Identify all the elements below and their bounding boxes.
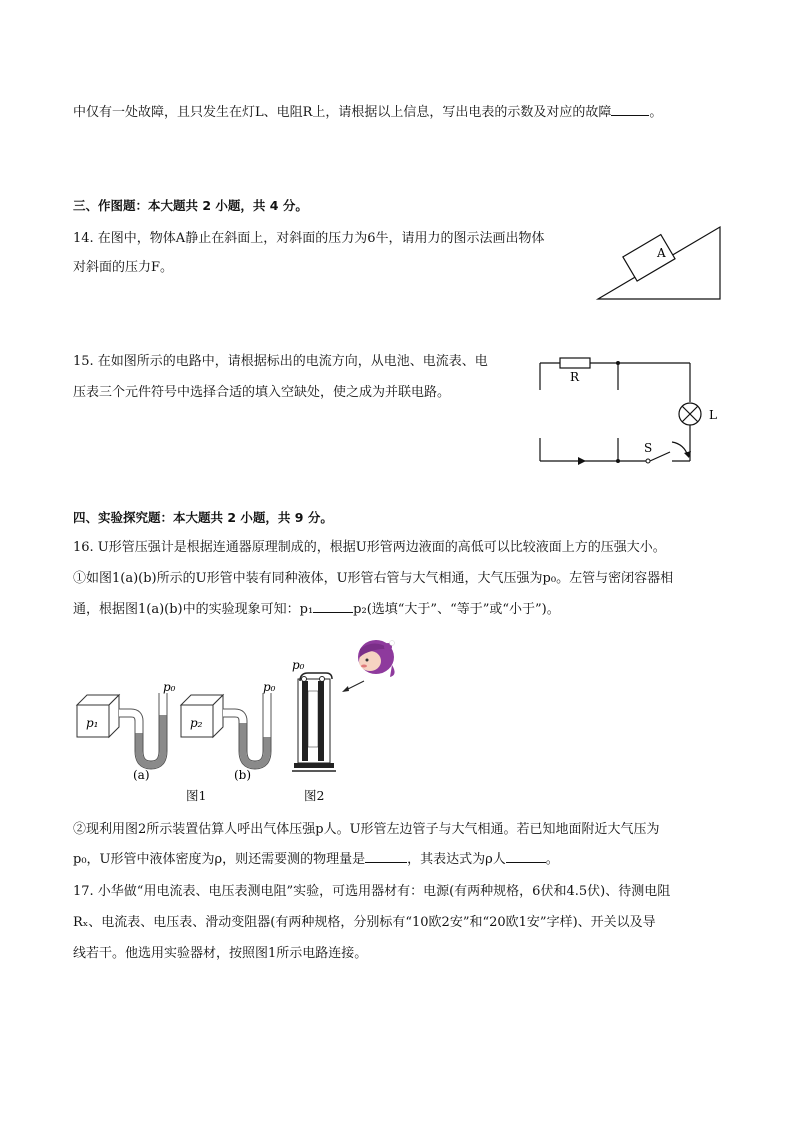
u-tube-a — [119, 693, 163, 765]
answer-blank[interactable] — [365, 850, 407, 863]
q17-line1: 17. 小华做“用电流表、电压表测电阻”实验，可选用器材有：电源(有两种规格，6伏和4.5伏)、待测电阻 — [73, 884, 671, 899]
block-a — [623, 235, 675, 281]
p1-label: p₁ — [86, 716, 99, 730]
block-a-label: A — [657, 246, 666, 260]
answer-blank[interactable] — [506, 850, 546, 863]
lamp-label: L — [709, 408, 717, 422]
q16-line1: 16. U形管压强计是根据连通器原理制成的，根据U形管两边液面的高低可以比较液面上方的压强大小。 — [73, 540, 666, 555]
girl-head-icon — [358, 640, 395, 677]
circuit-figure — [534, 350, 734, 468]
label-b: (b) — [234, 768, 252, 782]
figure-1-caption: 图1 — [186, 788, 207, 803]
q16-line5-c: 。 — [545, 852, 559, 867]
q16-line3-b: p₂(选填“大于”、“等于”或“小于”)。 — [353, 602, 560, 617]
q16-line2: ①如图1(a)(b)所示的U形管中装有同种液体，U形管右管与大气相通，大气压强为p₀。左管与密闭容器相 — [73, 571, 674, 586]
switch-label: S — [644, 441, 653, 455]
q17-line3: 线若干。他选用实验器材，按照图1所示电路连接。 — [73, 946, 368, 961]
answer-blank[interactable] — [611, 103, 649, 116]
q16-line5 — [73, 850, 559, 870]
q16-line4: ②现利用图2所示装置估算人呼出气体压强p人。U形管左边管子与大气相通。若已知地面附近大气压为 — [73, 822, 660, 837]
q13-tail-text: 中仅有一处故障，且只发生在灯L、电阻R上，请根据以上信息，写出电表的示数及对应的故障 — [73, 105, 612, 120]
current-arrow — [578, 457, 586, 465]
p2-label: p₂ — [190, 716, 203, 730]
section-4-rest: 本大题共 2 小题，共 9 分。 — [173, 510, 333, 525]
figure-1-u-tubes — [73, 675, 293, 790]
figure-2-caption: 图2 — [304, 788, 325, 803]
resistor-label: R — [570, 370, 580, 384]
answer-blank[interactable] — [313, 600, 353, 613]
q15-line2: 压表三个元件符号中选择合适的填入空缺处，使之成为并联电路。 — [73, 385, 451, 400]
q13-tail-line — [73, 103, 662, 123]
p0-label-a: p₀ — [163, 680, 176, 694]
q17-line2: Rₓ、电流表、电压表、滑动变阻器(有两种规格，分别标有“10欧2安”和“20欧1安”字样)、开关以及导 — [73, 915, 656, 930]
resistor-symbol — [560, 358, 590, 368]
switch-symbol — [650, 452, 670, 461]
q16-line5-a: p₀，U形管中液体密度为ρ，则还需要测的物理量是 — [73, 852, 366, 867]
section-3-rest: 本大题共 2 小题，共 4 分。 — [148, 198, 308, 213]
section-3-prefix: 三、作图题： — [73, 198, 149, 213]
incline-figure — [592, 223, 724, 305]
u-tube-b — [223, 693, 267, 765]
q16-line3 — [73, 600, 560, 620]
q14-line1: 14. 在图中，物体A静止在斜面上，对斜面的压力为6牛，请用力的图示法画出物体 — [73, 231, 545, 246]
p0-label-b: p₀ — [263, 680, 276, 694]
q14-line2: 对斜面的压力F。 — [73, 260, 174, 275]
section-3-heading — [73, 196, 308, 216]
q15-line1: 15. 在如图所示的电路中，请根据标出的电流方向，从电池、电流表、电 — [73, 354, 488, 369]
q16-line5-b: ，其表达式为ρ人 — [407, 852, 506, 867]
section-4-prefix: 四、实验探究题： — [73, 510, 174, 525]
section-4-heading — [73, 508, 333, 528]
label-a: (a) — [133, 768, 150, 782]
q16-line3-a: 通，根据图1(a)(b)中的实验现象可知：p₁ — [73, 602, 314, 617]
p0-label-fig2: p₀ — [292, 658, 305, 672]
q13-tail-end: 。 — [649, 105, 663, 120]
figure-2-breath-apparatus — [288, 635, 403, 775]
